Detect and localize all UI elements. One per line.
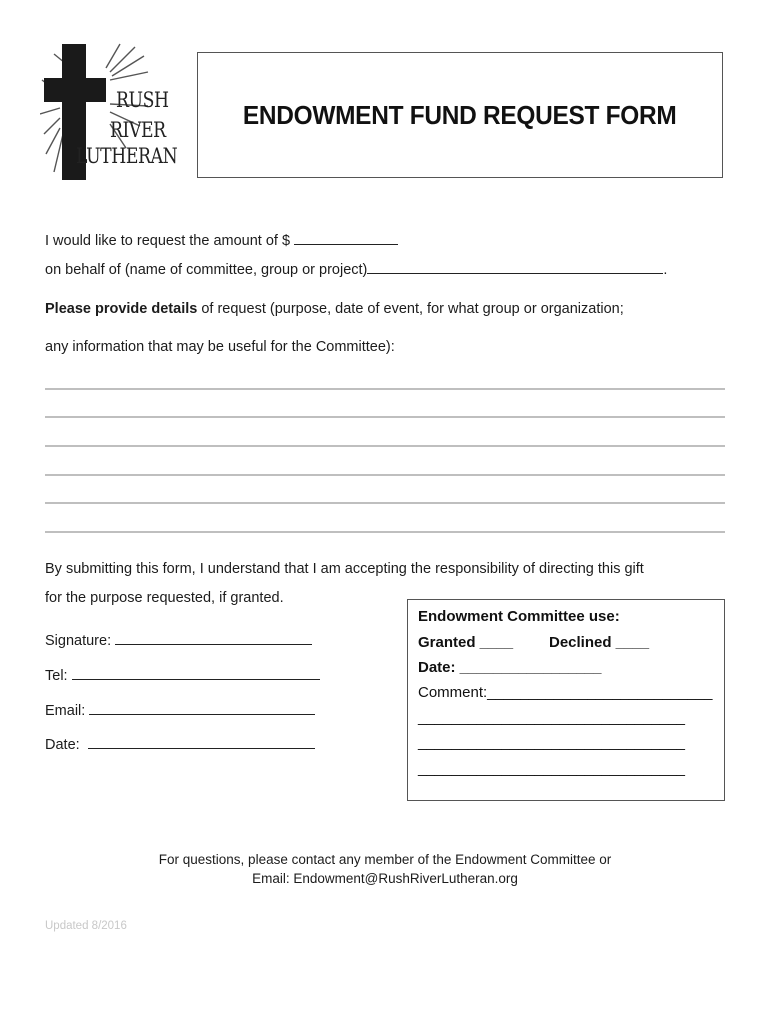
behalf-label: on behalf of (name of committee, group or project)	[45, 262, 368, 278]
signature-label: Signature:	[45, 633, 112, 649]
granted-field[interactable]: Granted ____	[418, 634, 514, 651]
email-label: Email:	[45, 703, 86, 719]
tel-label: Tel:	[45, 668, 68, 684]
tel-row	[45, 666, 320, 684]
details-prompt-line2: any information that may be useful for the Committee):	[45, 339, 395, 355]
updated-date: Updated 8/2016	[45, 920, 127, 932]
date-row	[45, 735, 315, 753]
signature-row	[45, 631, 312, 649]
logo-word-river: RIVER	[110, 118, 166, 142]
details-line[interactable]	[45, 502, 725, 504]
email-field[interactable]	[89, 701, 315, 715]
footer-contact-email: Email: Endowment@RushRiverLutheran.org	[252, 871, 518, 886]
amount-row	[45, 231, 398, 249]
details-line[interactable]	[45, 388, 725, 390]
details-line[interactable]	[45, 416, 725, 418]
title-box	[197, 52, 723, 178]
behalf-period: .	[663, 262, 668, 278]
behalf-field[interactable]	[367, 260, 663, 274]
committee-use-box	[407, 599, 725, 801]
details-line[interactable]	[45, 474, 725, 476]
church-logo	[40, 42, 180, 184]
details-line[interactable]	[45, 531, 725, 533]
tel-field[interactable]	[72, 666, 320, 680]
details-prompt	[45, 301, 624, 317]
comment-field[interactable]: Comment:___________________________	[418, 684, 713, 701]
declined-field[interactable]: Declined ____	[549, 634, 650, 651]
behalf-row	[45, 260, 667, 278]
details-line[interactable]	[45, 445, 725, 447]
comment-line[interactable]: ________________________________	[418, 709, 685, 726]
amount-label: I would like to request the amount of $	[45, 233, 291, 249]
logo-word-lutheran: LUTHERAN	[76, 144, 178, 168]
details-rest: of request (purpose, date of event, for what group or organization;	[197, 301, 624, 317]
date-label: Date:	[45, 737, 80, 753]
agreement-line1: By submitting this form, I understand that I am accepting the responsibility of directing this gift	[45, 561, 644, 577]
signature-field[interactable]	[115, 631, 312, 645]
amount-field[interactable]	[294, 231, 398, 245]
details-bold: Please provide details	[45, 301, 198, 317]
comment-line[interactable]: ________________________________	[418, 734, 685, 751]
comment-line[interactable]: ________________________________	[418, 760, 685, 777]
footer-contact-line1: For questions, please contact any member of the Endowment Committee or	[158, 852, 612, 867]
agreement-line2: for the purpose requested, if granted.	[45, 590, 284, 606]
committee-heading: Endowment Committee use:	[418, 608, 620, 625]
committee-date-field[interactable]: Date: _________________	[418, 659, 602, 676]
form-title: ENDOWMENT FUND REQUEST FORM	[243, 99, 677, 130]
date-field[interactable]	[88, 735, 315, 749]
logo-word-rush: RUSH	[116, 88, 169, 112]
email-row	[45, 701, 315, 719]
